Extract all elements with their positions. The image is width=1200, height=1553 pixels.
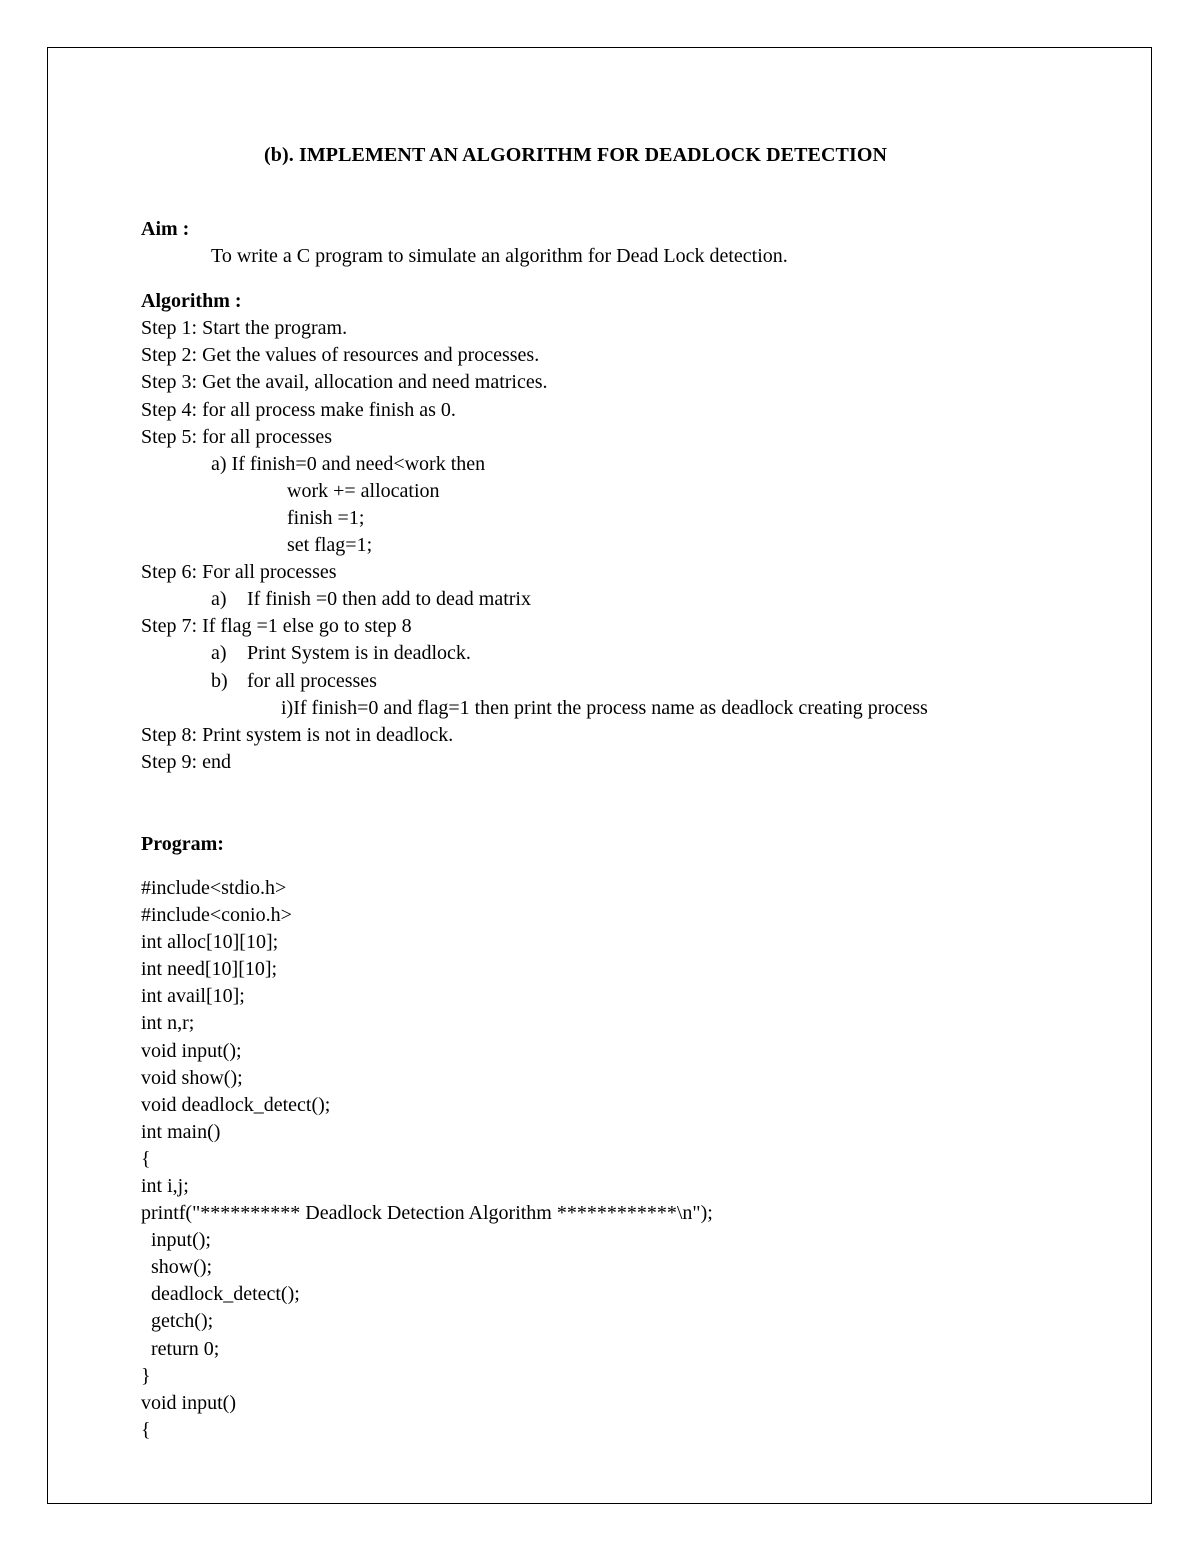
algorithm-step-5a-3: set flag=1; (287, 534, 373, 557)
code-line: return 0; (151, 1337, 220, 1360)
step-7b-text: for all processes (247, 669, 377, 692)
code-line: deadlock_detect(); (151, 1283, 300, 1306)
algorithm-step-7a (141, 640, 1141, 667)
algorithm-step-2: Step 2: Get the values of resources and processes. (141, 344, 540, 367)
code-line: void show(); (141, 1066, 243, 1089)
algorithm-step-7b (141, 668, 1141, 695)
code-line: printf("********** Deadlock Detection Algorithm ************\n"); (141, 1202, 713, 1225)
algorithm-step-6a (141, 586, 1141, 613)
step-7a-label: a) (211, 642, 227, 665)
algorithm-step-8: Step 8: Print system is not in deadlock. (141, 723, 454, 746)
aim-heading: Aim : (141, 218, 190, 240)
step-6a-label: a) (211, 588, 227, 611)
code-line: int need[10][10]; (141, 958, 278, 981)
code-line: } (141, 1364, 151, 1387)
algorithm-step-6: Step 6: For all processes (141, 561, 337, 584)
code-line: show(); (151, 1256, 213, 1279)
code-line: void input(); (141, 1039, 242, 1062)
algorithm-step-3: Step 3: Get the avail, allocation and need matrices. (141, 371, 548, 394)
document-body (141, 216, 1141, 1444)
algorithm-step-5a: a) If finish=0 and need<work then (211, 452, 486, 475)
step-6a-text: If finish =0 then add to dead matrix (247, 588, 531, 611)
algorithm-step-5: Step 5: for all processes (141, 425, 333, 448)
algorithm-step-7b-i: i)If finish=0 and flag=1 then print the process name as deadlock creating process (281, 696, 928, 719)
algorithm-step-5a-1: work += allocation (287, 479, 440, 502)
algorithm-step-1: Step 1: Start the program. (141, 317, 348, 340)
code-line: int alloc[10][10]; (141, 931, 279, 954)
code-line: #include<conio.h> (141, 904, 292, 927)
code-line: int n,r; (141, 1012, 195, 1035)
code-line: { (141, 1418, 151, 1441)
program-heading: Program: (141, 832, 224, 855)
document-title: (b). IMPLEMENT AN ALGORITHM FOR DEADLOCK DETECTION (264, 144, 888, 166)
code-line: getch(); (151, 1310, 214, 1333)
algorithm-step-5a-2: finish =1; (287, 506, 365, 529)
algorithm-step-9: Step 9: end (141, 750, 231, 773)
program-code (141, 875, 1141, 1444)
algorithm-heading: Algorithm : (141, 290, 242, 313)
code-line: input(); (151, 1229, 211, 1252)
algorithm-step-4: Step 4: for all process make finish as 0. (141, 398, 456, 421)
step-7b-label: b) (211, 669, 228, 692)
code-line: { (141, 1147, 151, 1170)
code-line: int avail[10]; (141, 985, 245, 1008)
aim-text: To write a C program to simulate an algorithm for Dead Lock detection. (211, 245, 788, 268)
code-line: int i,j; (141, 1175, 189, 1197)
step-7a-text: Print System is in deadlock. (247, 642, 471, 665)
algorithm-step-7: Step 7: If flag =1 else go to step 8 (141, 615, 412, 638)
code-line: void input() (141, 1391, 236, 1414)
code-line: int main() (141, 1120, 221, 1143)
code-line: void deadlock_detect(); (141, 1093, 331, 1116)
code-line: #include<stdio.h> (141, 876, 287, 899)
